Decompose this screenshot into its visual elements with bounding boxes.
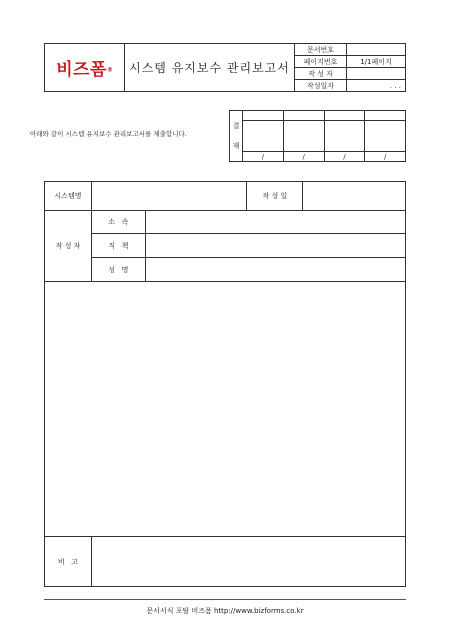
approval-sign-cell-4[interactable] bbox=[365, 121, 406, 152]
document-title: 시스템 유지보수 관리보고서 bbox=[125, 44, 295, 92]
department-label: 소 속 bbox=[91, 211, 145, 234]
footer-text: 문서서식 포탈 비즈폼 http://www.bizforms.co.kr bbox=[146, 607, 304, 615]
remarks-field[interactable] bbox=[91, 537, 405, 587]
remarks-label: 비 고 bbox=[45, 537, 92, 587]
approval-side-label bbox=[230, 111, 243, 162]
approval-date-cell-2[interactable]: / bbox=[283, 152, 324, 162]
doc-number-value[interactable] bbox=[347, 44, 406, 56]
approval-box bbox=[229, 110, 406, 162]
name-label: 성 명 bbox=[91, 258, 145, 282]
approval-side-top: 결 bbox=[232, 122, 240, 130]
page-number-label: 페이지번호 bbox=[295, 56, 347, 68]
author-label: 작 성 자 bbox=[295, 68, 347, 80]
registered-mark: ® bbox=[106, 67, 113, 74]
department-field[interactable] bbox=[145, 211, 405, 234]
approval-sign-cell-2[interactable] bbox=[283, 121, 324, 152]
submit-statement: 아래와 같이 시스템 유지보수 관리보고서를 제출합니다. bbox=[30, 130, 187, 138]
position-field[interactable] bbox=[145, 234, 405, 258]
page-number-value[interactable]: 1/1페이지 bbox=[347, 56, 406, 68]
document-header bbox=[44, 43, 406, 92]
approval-title-cell-4[interactable] bbox=[365, 111, 406, 121]
author-section-label: 작 성 자 bbox=[45, 211, 92, 282]
name-field[interactable] bbox=[145, 258, 405, 282]
written-date-value[interactable]: . . . bbox=[347, 80, 406, 92]
footer-divider bbox=[44, 599, 406, 600]
approval-title-cell-2[interactable] bbox=[283, 111, 324, 121]
approval-date-cell-4[interactable]: / bbox=[365, 152, 406, 162]
approval-title-cell-3[interactable] bbox=[324, 111, 365, 121]
created-date-field[interactable] bbox=[303, 182, 406, 211]
doc-number-label: 문서번호 bbox=[295, 44, 347, 56]
logo bbox=[45, 44, 125, 92]
written-date-label: 작성일자 bbox=[295, 80, 347, 92]
created-date-label: 작 성 일 bbox=[247, 182, 303, 211]
system-name-field[interactable] bbox=[91, 182, 247, 211]
approval-date-cell-1[interactable]: / bbox=[243, 152, 284, 162]
author-value[interactable] bbox=[347, 68, 406, 80]
approval-sign-cell-3[interactable] bbox=[324, 121, 365, 152]
position-label: 직 책 bbox=[91, 234, 145, 258]
approval-title-cell-1[interactable] bbox=[243, 111, 284, 121]
approval-date-cell-3[interactable]: / bbox=[324, 152, 365, 162]
logo-text: 비즈폼 bbox=[56, 60, 107, 80]
system-name-label: 시스템명 bbox=[45, 182, 92, 211]
approval-sign-cell-1[interactable] bbox=[243, 121, 284, 152]
approval-side-bottom: 재 bbox=[232, 142, 240, 150]
report-form bbox=[44, 181, 406, 587]
report-body-area[interactable] bbox=[45, 282, 406, 537]
